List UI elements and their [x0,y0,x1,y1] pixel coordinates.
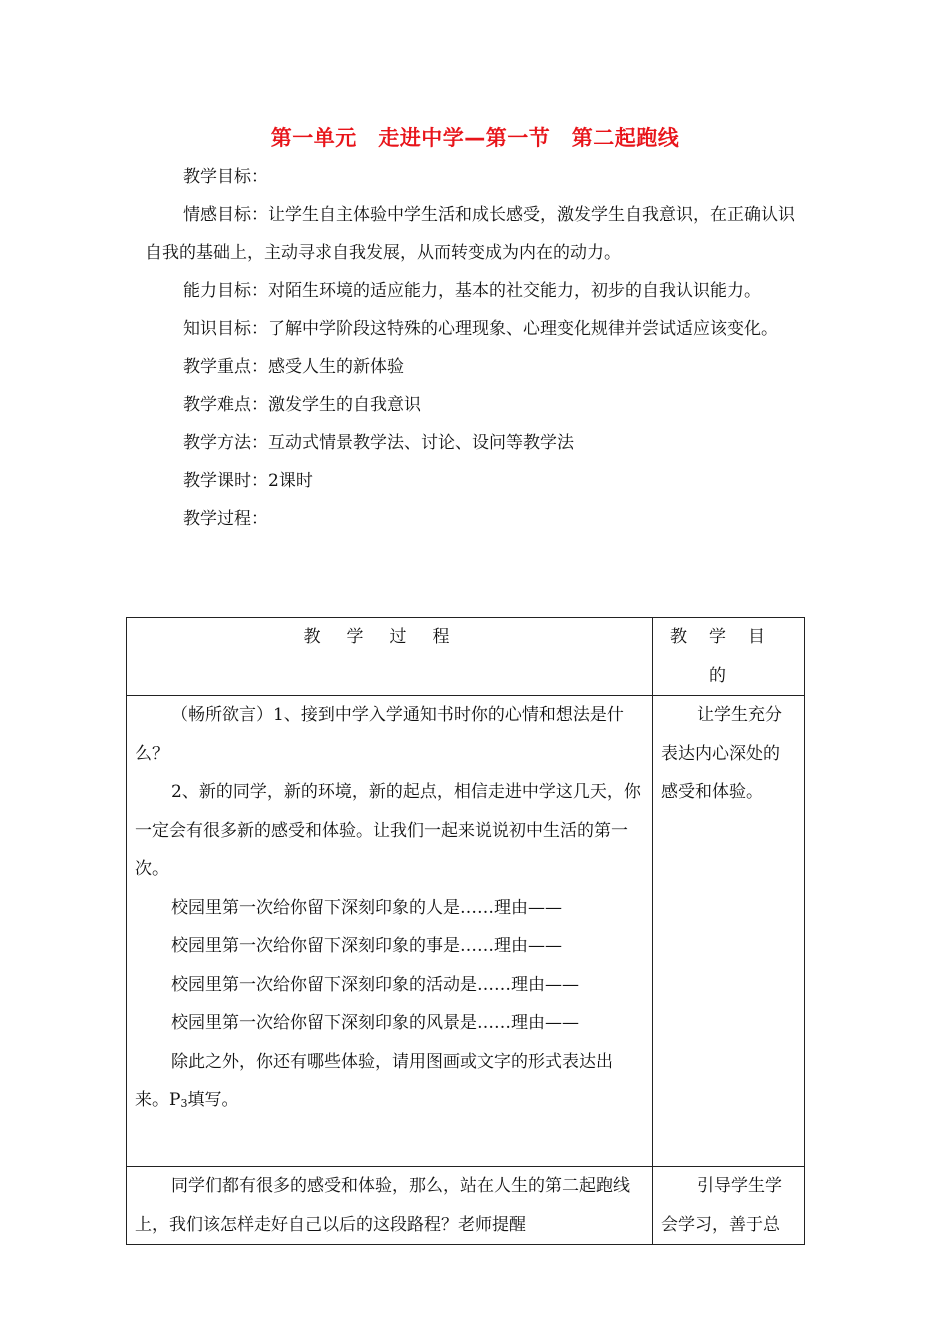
key-point: 教学重点：感受人生的新体验 [183,357,404,377]
row2-purpose: 引导学生学会学习，善于总 [661,1176,782,1235]
row1-line-4: 校园里第一次给你留下深刻印象的事是……理由—— [171,936,562,956]
lesson-body [145,158,805,538]
process-heading: 教学过程： [183,509,268,529]
purpose-cell-1 [653,696,805,1167]
page-title: 第一单元 走进中学—第一节 第二起跑线 [270,126,680,150]
table-row [127,696,805,1167]
goal-heading: 教学目标： [183,167,268,187]
row1-line-3: 校园里第一次给你留下深刻印象的人是……理由—— [171,897,562,918]
purpose-cell-2 [653,1167,805,1245]
row2-text: 同学们都有很多的感受和体验，那么，站在人生的第二起跑线上，我们该怎样走好自己以后的这段路程？老师提醒 [135,1176,630,1235]
emotion-goal: 情感目标：让学生自主体验中学生活和成长感受，激发学生自我意识，在正确认识自我的基础上，主动寻求自我发展，从而转变成为内在的动力。 [145,205,795,263]
table-header-row [127,618,805,696]
process-cell-2 [127,1167,653,1245]
row1-line-2: 2、新的同学，新的环境，新的起点，相信走进中学这几天，你一定会有很多新的感受和体验。让我们一起来说说初中生活的第一次。 [135,782,641,879]
ability-goal: 能力目标：对陌生环境的适应能力，基本的社交能力，初步的自我认识能力。 [183,281,761,301]
row1-line-5: 校园里第一次给你留下深刻印象的活动是……理由—— [171,974,579,995]
process-cell-1 [127,696,653,1167]
row1-purpose: 让学生充分表达内心深处的感受和体验。 [661,705,782,802]
method: 教学方法：互动式情景教学法、讨论、设问等教学法 [183,433,574,453]
row1-line-1: （畅所欲言）1、接到中学入学通知书时你的心情和想法是什么？ [135,705,624,764]
difficulty: 教学难点：激发学生的自我意识 [183,395,421,415]
knowledge-goal: 知识目标：了解中学阶段这特殊的心理现象、心理变化规律并尝试适应该变化。 [183,319,778,339]
table-row [127,1167,805,1245]
header-process: 教学过程 [127,618,653,696]
row1-line-6: 校园里第一次给你留下深刻印象的风景是……理由—— [171,1013,579,1033]
row1-line-7: 除此之外，你还有哪些体验，请用图画或文字的形式表达出来。P3填写。 [135,1051,613,1110]
hours: 教学课时：2课时 [183,471,313,491]
header-purpose: 教学目的 [653,618,805,696]
process-table [126,617,805,1245]
